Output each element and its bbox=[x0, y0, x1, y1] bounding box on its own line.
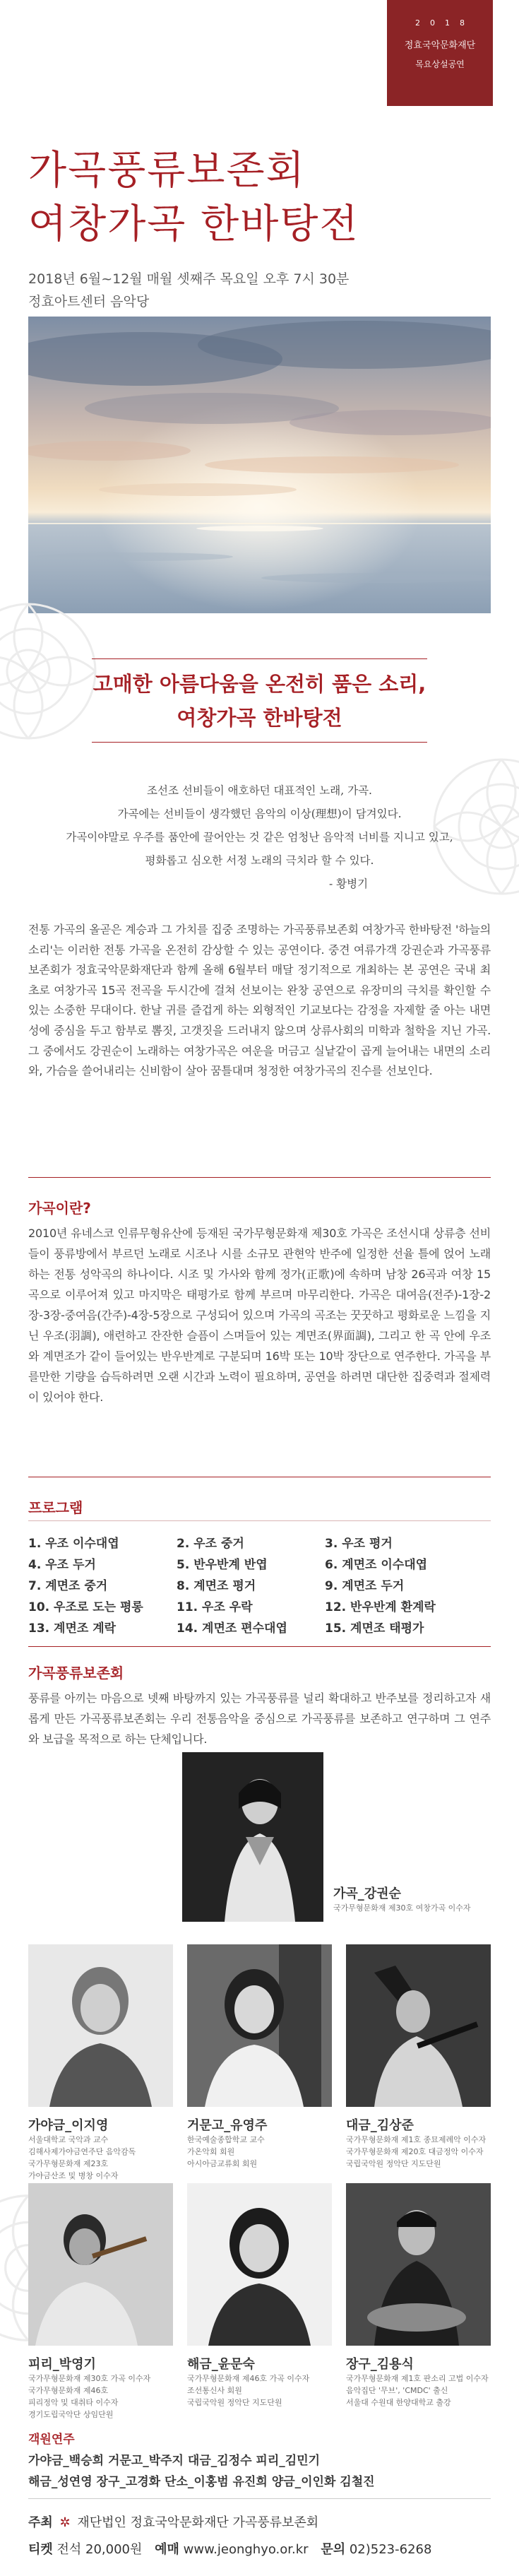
society-description: 풍류를 아끼는 마음으로 넷째 바탕까지 있는 가곡풍류를 널리 확대하고 반주보를 정리하고자 새롭게 만든 가곡풍류보존회는 우리 전통음악을 중심으로 가곡풍류를 보존하고 연구하며 그 연주와 보급을 목적으로 하는 단체입니다. bbox=[28, 1691, 491, 1746]
program-item: 1. 우조 이수대엽 bbox=[28, 1537, 119, 1551]
program-item: 12. 반우반계 환계락 bbox=[325, 1600, 436, 1614]
performer-desc: 국가무형문화재 제30호 가곡 이수자 bbox=[28, 2374, 151, 2383]
guest-performers-row: 가야금_백승희 거문고_박주지 대금_김정수 피리_김민기 bbox=[28, 2454, 321, 2468]
performer-desc: 국립국악원 정악단 지도단원 bbox=[187, 2398, 282, 2407]
program-item: 3. 우조 평거 bbox=[325, 1537, 393, 1551]
performer-photo bbox=[28, 1944, 173, 2107]
program-item: 8. 계면조 평거 bbox=[177, 1579, 256, 1593]
program-item: 4. 우조 두거 bbox=[28, 1558, 96, 1572]
badge-series: 목요상설공연 bbox=[415, 59, 465, 69]
performer-desc: 한국예술종합학교 교수 bbox=[187, 2135, 265, 2144]
program-item: 2. 우조 중거 bbox=[177, 1537, 244, 1551]
headline-rule-top bbox=[92, 658, 427, 659]
performer-name: 해금_윤문숙 bbox=[187, 2357, 255, 2372]
performer-desc: 국가무형문화재 제1호 판소리 고법 이수자 bbox=[346, 2374, 489, 2383]
program-underline bbox=[28, 1520, 491, 1521]
headline-line-1: 고매한 아름다움을 온전히 품은 소리, bbox=[93, 672, 426, 696]
performer-desc: 경기도립국악단 상임단원 bbox=[28, 2410, 114, 2419]
gagok-description: 2010년 유네스코 인류무형유산에 등재된 국가무형문화재 제30호 가곡은 조선시대 상류층 선비들이 풍류방에서 부르던 노래로 시조나 시를 소규모 관현악 반주에 일정한 선율 틀에 얹어 노래하는 전통 성악곡의 하나이다. 시조 및 가사와 함께 정가(正歌)에 속하며 남창 26곡과 여창 15곡으로 이루어져 있고 마지막은 태평가로 함께 부르며 마무리한다. 가곡은 대여음(전주)-1장-2장-3장-중여음(간주)-4장-5장으로 구성되어 있으며 가곡의 곡조는 꿋꿋하고 평화로운 느낌을 지닌 우조(羽調), 애련하고 잔잔한 슬픔이 스며들어 있는 계면조(界面調), 그리고 한 곡 안에 우조와 계면조가 같이 들어있는 반우반계로 구분되며 16박 또는 10박 장단으로 연주한다. 가곡을 부를만한 기량을 습득하려면 오랜 시간과 노력이 필요하며, 공연을 하려면 대단한 집중력과 절제력이 있어야 한다. bbox=[28, 1227, 491, 1404]
title-line-1: 가곡풍류보존회 bbox=[28, 148, 306, 194]
sunset-sky-image bbox=[28, 317, 491, 613]
venue-text: 정효아트센터 음악당 bbox=[28, 294, 150, 309]
section-title-program: 프로그램 bbox=[28, 1499, 83, 1516]
performer-name: 피리_박영기 bbox=[28, 2357, 96, 2372]
poem-line: 가곡이야말로 우주를 품안에 끌어안는 것 같은 엄청난 음악적 너비를 지니고 있고, bbox=[66, 831, 453, 844]
performer-name: 가곡_강권순 bbox=[333, 1886, 401, 1901]
poem-author: - 황병기 bbox=[329, 878, 369, 890]
performer-name: 가야금_이지영 bbox=[28, 2118, 109, 2133]
performer-desc: 가온악회 회원 bbox=[187, 2147, 235, 2156]
headline-line-2: 여창가곡 한바탕전 bbox=[177, 706, 342, 730]
schedule-text: 2018년 6월~12월 매월 셋째주 목요일 오후 7시 30분 bbox=[28, 271, 350, 287]
performer-desc: 서울대 수원대 한양대학교 출강 bbox=[346, 2398, 451, 2407]
performer-desc: 김해사제가야금연주단 음악감독 bbox=[28, 2147, 136, 2156]
performer-desc: 국립국악원 정악단 지도단원 bbox=[346, 2159, 441, 2168]
poem-line: 조선조 선비들이 애호하던 대표적인 노래, 가곡. bbox=[147, 784, 372, 797]
performer-desc: 아시아금교류회 회원 bbox=[187, 2159, 258, 2168]
footer-ticket bbox=[28, 2539, 431, 2558]
performer-photo bbox=[187, 2183, 332, 2346]
program-item: 9. 계면조 두거 bbox=[325, 1579, 405, 1593]
performer-desc: 국가무형문화재 제30호 여창가곡 이수자 bbox=[333, 1903, 471, 1913]
program-item: 13. 계면조 계락 bbox=[28, 1621, 117, 1636]
performer-desc: 음악집단 '무브', 'CMDC' 출신 bbox=[346, 2386, 448, 2395]
performer-photo bbox=[28, 2183, 173, 2346]
badge-year: 2018 bbox=[415, 18, 475, 28]
inquiry-phone: 02)523-6268 bbox=[349, 2542, 432, 2557]
program-item: 15. 계면조 태평가 bbox=[325, 1621, 424, 1636]
performer-desc: 국가무형문화재 제46호 가곡 이수자 bbox=[187, 2374, 310, 2383]
title-line-2: 여창가곡 한바탕전 bbox=[28, 201, 359, 247]
performer-photo bbox=[346, 2183, 491, 2346]
performer-name: 거문고_유영주 bbox=[187, 2118, 268, 2133]
program-item: 5. 반우반계 반엽 bbox=[177, 1558, 268, 1572]
program-item: 7. 계면조 중거 bbox=[28, 1579, 108, 1593]
performer-desc: 국가무형문화재 제20호 대금정악 이수자 bbox=[346, 2147, 484, 2156]
performer-desc: 피리정악 및 대취타 이수자 bbox=[28, 2398, 119, 2407]
reserve-label: 예매 bbox=[155, 2542, 179, 2557]
event-badge bbox=[387, 0, 493, 106]
poem-line: 가곡에는 선비들이 생각했던 음악의 이상(理想)이 담겨있다. bbox=[117, 808, 402, 820]
guest-performers-row: 해금_성연영 장구_고경화 단소_이홍범 유진희 양금_이인화 김철진 bbox=[28, 2475, 375, 2489]
reserve-url[interactable]: www.jeonghyo.or.kr bbox=[183, 2542, 309, 2557]
floral-ornament-right bbox=[424, 735, 519, 918]
performer-desc: 국가무형문화재 제23호 bbox=[28, 2159, 109, 2168]
performer-photo bbox=[182, 1752, 323, 1922]
performer-desc: 국가무형문화재 제1호 종묘제례악 이수자 bbox=[346, 2135, 487, 2144]
host-names: 재단법인 정효국악문화재단 가곡풍류보존회 bbox=[77, 2515, 319, 2530]
program-item: 14. 계면조 편수대엽 bbox=[177, 1621, 287, 1636]
intro-paragraph: 전통 가곡의 올곧은 계승과 그 가치를 집중 조명하는 가곡풍류보존회 여창가곡 한바탕전 '하늘의 소리'는 이러한 전통 가곡을 온전히 감상할 수 있는 공연이다. 중견 여류가객 강권순과 가곡풍류보존회가 정효국악문화재단과 함께 올해 6월부터 매달 정기적으로 개최하는 본 공연은 국내 최초로 여창가곡 15곡 전곡을 두시간에 걸쳐 선보이는 완창 공연으로 유장미의 극치를 확인할 수 있는 소중한 무대이다. 한날 귀를 즐겁게 하는 외형적인 기교보다는 감정을 자제할 줄 아는 내면성에 중심을 두고 함부로 뽐짓, 고갯짓을 드러내지 않으며 상류사회의 미학과 철학을 지닌 가곡. 그 중에서도 강권순이 노래하는 여창가곡은 여운을 머금고 실낱같이 곱게 늘어내는 내면의 소리와, 가슴을 쓸어내리는 신비함이 살아 꿈틀대며 청정한 여창가곡의 진수를 선보인다. bbox=[28, 923, 491, 1078]
ticket-price: 전석 20,000원 bbox=[56, 2542, 143, 2557]
badge-org: 정효국악문화재단 bbox=[404, 40, 476, 51]
page-title bbox=[28, 144, 359, 252]
headline-rule-bottom bbox=[92, 742, 427, 743]
program-item: 11. 우조 우락 bbox=[177, 1600, 253, 1614]
performer-photo bbox=[187, 1944, 332, 2107]
performer-desc: 가야금산조 및 병창 이수자 bbox=[28, 2171, 119, 2180]
logo-mark-icon: ✲ bbox=[59, 2515, 71, 2530]
performer-desc: 서울대학교 국악과 교수 bbox=[28, 2135, 109, 2144]
performer-name: 대금_김상준 bbox=[346, 2118, 414, 2133]
performer-desc: 조선통신사 회원 bbox=[187, 2386, 242, 2395]
section-title-guests: 객원연주 bbox=[28, 2433, 75, 2447]
performer-photo bbox=[346, 1944, 491, 2107]
performer-desc: 국가무형문화재 제46호 bbox=[28, 2386, 109, 2395]
ticket-label: 티켓 bbox=[28, 2542, 53, 2557]
program-item: 10. 우조로 도는 평롱 bbox=[28, 1600, 143, 1614]
performer-name: 장구_김용식 bbox=[346, 2357, 414, 2372]
section-divider bbox=[28, 1177, 491, 1178]
footer-divider bbox=[28, 2498, 491, 2499]
section-divider bbox=[28, 1646, 491, 1647]
host-label: 주최 bbox=[28, 2515, 53, 2530]
inquiry-label: 문의 bbox=[321, 2542, 346, 2557]
program-item: 6. 계면조 이수대엽 bbox=[325, 1558, 428, 1572]
footer-host bbox=[28, 2512, 318, 2531]
poem-line: 평화롭고 심오한 서정 노래의 극치라 할 수 있다. bbox=[145, 854, 374, 867]
section-title-society: 가곡풍류보존회 bbox=[28, 1665, 124, 1682]
section-title-gagok: 가곡이란? bbox=[28, 1200, 91, 1217]
